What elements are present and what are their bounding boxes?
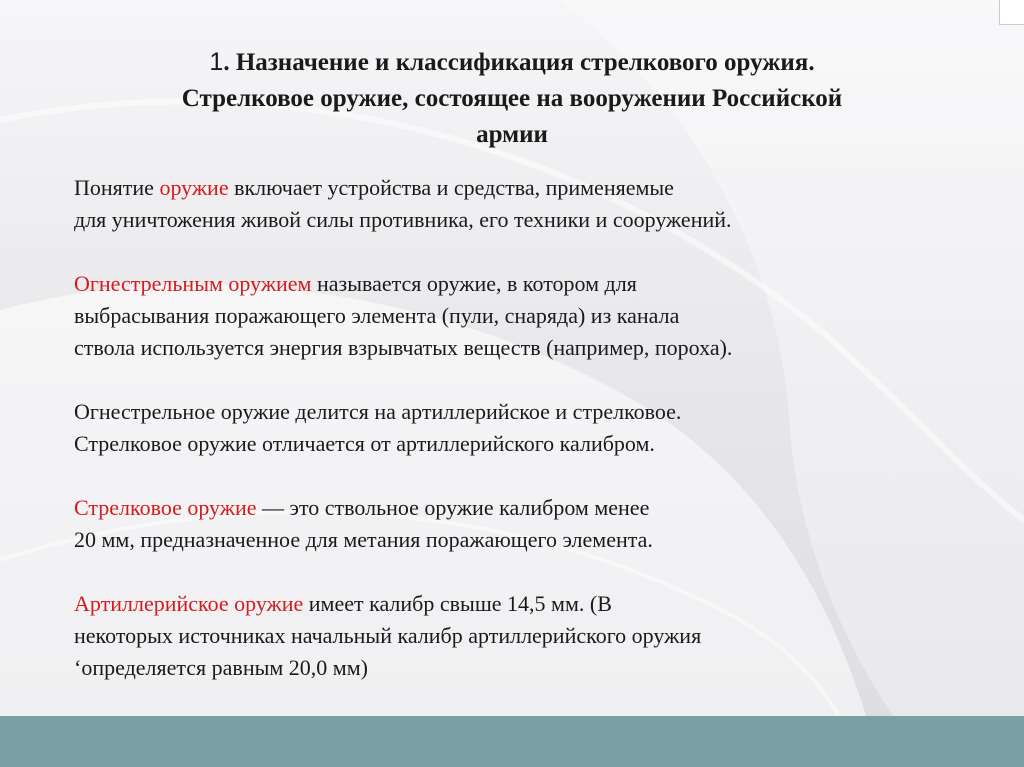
term-artillery: Артиллерийское оружие	[74, 591, 304, 616]
paragraph-line	[74, 492, 954, 524]
term-weapon: оружие	[159, 175, 229, 200]
paragraph-line	[74, 172, 954, 204]
paragraph-line	[74, 588, 954, 620]
text-fragment: имеет калибр свыше 14,5 мм. (В	[303, 591, 612, 616]
paragraph-weapon	[74, 172, 954, 236]
paragraph-line: для уничтожения живой силы противника, его техники и сооружений.	[74, 207, 732, 232]
paragraph-line: Огнестрельное оружие делится на артиллерийское и стрелковое.	[74, 399, 682, 424]
text-fragment: Понятие	[74, 175, 160, 200]
title-line-2: Стрелковое оружие, состоящее на вооружении Российской	[181, 85, 843, 112]
paragraph-line: ствола используется энергия взрывчатых веществ (например, пороха).	[74, 335, 733, 360]
text-fragment: включает устройства и средства, применяемые	[228, 175, 674, 200]
corner-mark	[999, 0, 1024, 25]
title-line-1-text: . Назначение и классификация стрелкового оружия.	[223, 49, 815, 76]
paragraph-line: 20 мм, предназначенное для метания поражающего элемента.	[74, 527, 653, 552]
paragraph-line: некоторых источниках начальный калибр артиллерийского оружия	[74, 623, 702, 648]
title-number: 1	[209, 48, 224, 76]
paragraph-artillery	[74, 588, 954, 684]
title-line-1	[60, 44, 964, 81]
slide-title	[60, 44, 964, 153]
title-line-3: армии	[476, 121, 548, 148]
paragraph-small-arms	[74, 492, 954, 556]
paragraph-line: ‘определяется равным 20,0 мм)	[74, 655, 368, 680]
paragraph-line: Стрелковое оружие отличается от артиллерийского калибром.	[74, 431, 655, 456]
paragraph-line	[74, 268, 954, 300]
paragraph-firearm	[74, 268, 954, 364]
footer-bar	[0, 716, 1024, 767]
term-firearm: Огнестрельным оружием	[74, 271, 312, 296]
term-small-arms: Стрелковое оружие	[74, 495, 257, 520]
text-fragment: называется оружие, в котором для	[311, 271, 637, 296]
paragraph-line: выбрасывания поражающего элемента (пули, снаряда) из канала	[74, 303, 680, 328]
paragraph-division	[74, 396, 954, 460]
slide-body	[74, 172, 954, 716]
text-fragment: — это ствольное оружие калибром менее	[256, 495, 650, 520]
